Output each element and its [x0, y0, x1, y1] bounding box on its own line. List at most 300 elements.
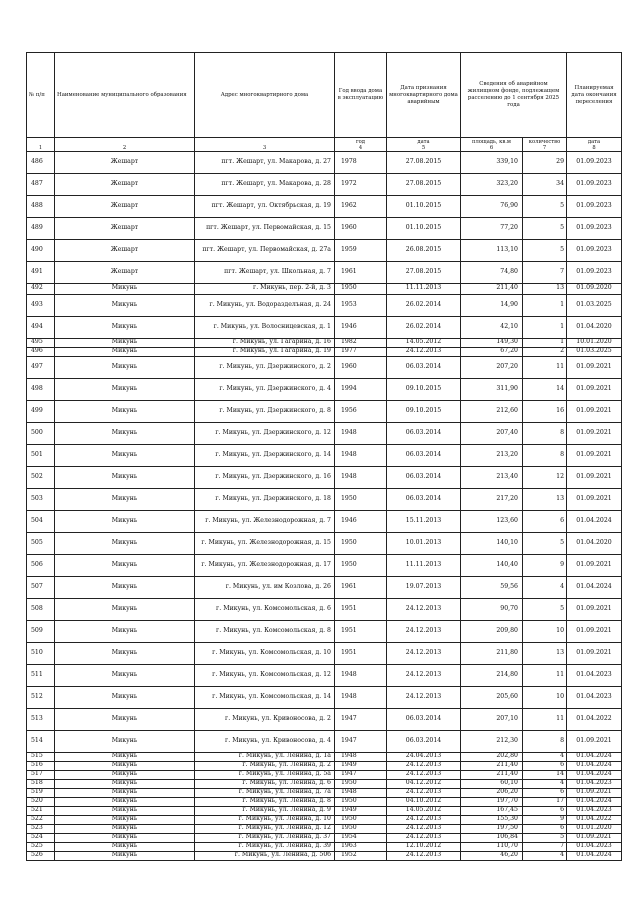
- planned-date-cell: 01.09.2021: [567, 466, 622, 488]
- year-built-cell: 1994: [335, 378, 387, 400]
- row-number: 520: [27, 797, 55, 806]
- municipality-cell: Микунь: [55, 488, 195, 510]
- emergency-date-cell: 04.12.2012: [387, 779, 461, 788]
- address-cell: г. Микунь, ул. Комсомольская, д. 10: [195, 642, 335, 664]
- municipality-cell: Микунь: [55, 686, 195, 708]
- planned-date-cell: 01.09.2021: [567, 400, 622, 422]
- municipality-cell: Микунь: [55, 444, 195, 466]
- table-row: [27, 620, 622, 642]
- municipality-cell: Жешарт: [55, 240, 195, 262]
- address-cell: г. Микунь, ул. Железнодорожная, д. 7: [195, 510, 335, 532]
- area-cell: 207,10: [461, 708, 523, 730]
- table-row: [27, 532, 622, 554]
- address-cell: г. Микунь, ул. Дзержинского, д. 14: [195, 444, 335, 466]
- municipality-cell: Микунь: [55, 598, 195, 620]
- count-cell: 6: [523, 788, 567, 797]
- address-cell: г. Микунь, ул. Ленина, д. 10: [195, 815, 335, 824]
- year-built-cell: 1963: [335, 842, 387, 851]
- count-cell: 2: [523, 347, 567, 356]
- emergency-date-cell: 24.12.2013: [387, 761, 461, 770]
- area-cell: 205,60: [461, 686, 523, 708]
- year-built-cell: 1950: [335, 779, 387, 788]
- table-row: [27, 554, 622, 576]
- address-cell: пгт. Жешарт, ул. Макарова, д. 27: [195, 152, 335, 174]
- year-built-cell: 1977: [335, 347, 387, 356]
- emergency-date-cell: 09.10.2015: [387, 400, 461, 422]
- row-number: 498: [27, 378, 55, 400]
- count-cell: 1: [523, 294, 567, 316]
- count-cell: 8: [523, 422, 567, 444]
- municipality-cell: Микунь: [55, 708, 195, 730]
- table-row: [27, 378, 622, 400]
- planned-date-cell: 01.04.2024: [567, 576, 622, 598]
- area-cell: 106,84: [461, 833, 523, 842]
- municipality-cell: Микунь: [55, 400, 195, 422]
- address-cell: пгт. Жешарт, ул. Макарова, д. 28: [195, 174, 335, 196]
- year-built-cell: 1948: [335, 664, 387, 686]
- municipality-cell: Микунь: [55, 730, 195, 752]
- count-cell: 4: [523, 752, 567, 761]
- year-built-cell: 1950: [335, 284, 387, 295]
- emergency-date-cell: 24.12.2013: [387, 664, 461, 686]
- address-cell: г. Микунь, ул. Комсомольская, д. 12: [195, 664, 335, 686]
- year-built-cell: 1950: [335, 532, 387, 554]
- row-number: 508: [27, 598, 55, 620]
- planned-date-cell: 01.04.2020: [567, 532, 622, 554]
- municipality-cell: Микунь: [55, 620, 195, 642]
- year-built-cell: 1982: [335, 338, 387, 347]
- planned-date-cell: 01.09.2021: [567, 598, 622, 620]
- table-row: [27, 576, 622, 598]
- emergency-date-cell: 24.12.2013: [387, 598, 461, 620]
- count-cell: 12: [523, 466, 567, 488]
- municipality-cell: Жешарт: [55, 174, 195, 196]
- area-cell: 213,20: [461, 444, 523, 466]
- year-built-cell: 1948: [335, 752, 387, 761]
- count-cell: 13: [523, 642, 567, 664]
- planned-date-cell: 01.04.2023: [567, 842, 622, 851]
- municipality-cell: Микунь: [55, 576, 195, 598]
- table-row: [27, 174, 622, 196]
- table-row: [27, 761, 622, 770]
- count-cell: 11: [523, 708, 567, 730]
- area-cell: 140,40: [461, 554, 523, 576]
- count-cell: 14: [523, 378, 567, 400]
- municipality-cell: Микунь: [55, 779, 195, 788]
- table-row: [27, 598, 622, 620]
- table-row: [27, 152, 622, 174]
- row-number: 495: [27, 338, 55, 347]
- count-cell: 6: [523, 806, 567, 815]
- row-number: 504: [27, 510, 55, 532]
- area-cell: 217,20: [461, 488, 523, 510]
- planned-date-cell: 01.01.2020: [567, 824, 622, 833]
- address-cell: г. Микунь, ул. Ленина, д. 39: [195, 842, 335, 851]
- emergency-date-cell: 04.10.2012: [387, 797, 461, 806]
- year-built-cell: 1950: [335, 815, 387, 824]
- row-number: 513: [27, 708, 55, 730]
- emergency-date-cell: 06.03.2014: [387, 466, 461, 488]
- address-cell: г. Микунь, ул. им Козлова, д. 26: [195, 576, 335, 598]
- row-number: 525: [27, 842, 55, 851]
- header-row-number: № п/п: [27, 53, 55, 138]
- row-number: 521: [27, 806, 55, 815]
- table-row: [27, 316, 622, 338]
- count-cell: 9: [523, 554, 567, 576]
- table-row: [27, 422, 622, 444]
- planned-date-cell: 01.03.2025: [567, 347, 622, 356]
- row-number: 510: [27, 642, 55, 664]
- planned-date-cell: 01.04.2020: [567, 316, 622, 338]
- planned-date-cell: 01.09.2021: [567, 356, 622, 378]
- table-row: [27, 851, 622, 860]
- count-cell: 29: [523, 152, 567, 174]
- emergency-date-cell: 24.12.2013: [387, 788, 461, 797]
- year-built-cell: 1961: [335, 262, 387, 284]
- emergency-date-cell: 11.11.2013: [387, 284, 461, 295]
- row-number: 500: [27, 422, 55, 444]
- address-cell: г. Микунь, ул. Кривоносова, д. 2: [195, 708, 335, 730]
- table-row: [27, 466, 622, 488]
- planned-date-cell: 01.09.2023: [567, 196, 622, 218]
- count-cell: 8: [523, 444, 567, 466]
- count-cell: 6: [523, 761, 567, 770]
- area-cell: 155,30: [461, 815, 523, 824]
- count-cell: 11: [523, 664, 567, 686]
- header-address: Адрес многоквартирного дома: [195, 53, 335, 138]
- area-cell: 149,30: [461, 338, 523, 347]
- emergency-date-cell: 12.10.2012: [387, 842, 461, 851]
- year-built-cell: 1956: [335, 400, 387, 422]
- year-built-cell: 1948: [335, 422, 387, 444]
- row-number: 519: [27, 788, 55, 797]
- row-number: 523: [27, 824, 55, 833]
- count-cell: 6: [523, 824, 567, 833]
- address-cell: г. Микунь, ул. Ленина, д. 7а: [195, 788, 335, 797]
- unit-date: дата: [387, 138, 461, 146]
- area-cell: 339,10: [461, 152, 523, 174]
- municipality-cell: Микунь: [55, 842, 195, 851]
- table-row: [27, 708, 622, 730]
- table-row: [27, 833, 622, 842]
- municipality-cell: Микунь: [55, 466, 195, 488]
- planned-date-cell: 01.04.2024: [567, 761, 622, 770]
- year-built-cell: 1949: [335, 806, 387, 815]
- year-built-cell: 1953: [335, 294, 387, 316]
- table-row: [27, 218, 622, 240]
- address-cell: г. Микунь, ул. Ленина, д. 9: [195, 806, 335, 815]
- area-cell: 113,10: [461, 240, 523, 262]
- col-number: 3: [195, 145, 335, 152]
- address-cell: г. Микунь, ул. Гагарина, д. 19: [195, 347, 335, 356]
- year-built-cell: 1972: [335, 174, 387, 196]
- municipality-cell: Микунь: [55, 833, 195, 842]
- row-number: 516: [27, 761, 55, 770]
- year-built-cell: 1946: [335, 510, 387, 532]
- col-number: 8: [567, 145, 622, 152]
- year-built-cell: 1950: [335, 554, 387, 576]
- planned-date-cell: 01.09.2021: [567, 444, 622, 466]
- row-number: 511: [27, 664, 55, 686]
- year-built-cell: 1948: [335, 788, 387, 797]
- row-number: 512: [27, 686, 55, 708]
- area-cell: 211,80: [461, 642, 523, 664]
- count-cell: 1: [523, 316, 567, 338]
- municipality-cell: Микунь: [55, 378, 195, 400]
- planned-date-cell: 01.04.2024: [567, 851, 622, 860]
- municipality-cell: Микунь: [55, 851, 195, 860]
- area-cell: 74,80: [461, 262, 523, 284]
- municipality-cell: Жешарт: [55, 218, 195, 240]
- row-number: 486: [27, 152, 55, 174]
- planned-date-cell: 01.09.2021: [567, 730, 622, 752]
- table-row: [27, 730, 622, 752]
- emergency-date-cell: 06.03.2014: [387, 444, 461, 466]
- planned-date-cell: 01.09.2023: [567, 174, 622, 196]
- table-row: [27, 788, 622, 797]
- year-built-cell: 1961: [335, 576, 387, 598]
- address-cell: г. Микунь, ул. Ленина, д. 12: [195, 824, 335, 833]
- row-number: 487: [27, 174, 55, 196]
- row-number: 490: [27, 240, 55, 262]
- municipality-cell: Микунь: [55, 788, 195, 797]
- table-row: [27, 806, 622, 815]
- count-cell: 5: [523, 598, 567, 620]
- table-row: [27, 752, 622, 761]
- planned-date-cell: 01.04.2023: [567, 686, 622, 708]
- planned-date-cell: 01.04.2022: [567, 815, 622, 824]
- area-cell: 46,20: [461, 851, 523, 860]
- row-number: 496: [27, 347, 55, 356]
- col-number: 6: [461, 145, 523, 152]
- municipality-cell: Микунь: [55, 642, 195, 664]
- municipality-cell: Микунь: [55, 347, 195, 356]
- area-cell: 323,20: [461, 174, 523, 196]
- area-cell: 42,10: [461, 316, 523, 338]
- count-cell: 13: [523, 488, 567, 510]
- row-number: 492: [27, 284, 55, 295]
- area-cell: 214,80: [461, 664, 523, 686]
- address-cell: г. Микунь, ул. Комсомольская, д. 14: [195, 686, 335, 708]
- year-built-cell: 1947: [335, 770, 387, 779]
- planned-date-cell: 01.04.2024: [567, 770, 622, 779]
- row-number: 517: [27, 770, 55, 779]
- planned-date-cell: 01.09.2021: [567, 620, 622, 642]
- count-cell: 17: [523, 797, 567, 806]
- address-cell: г. Микунь, ул. Ленина, д. 8: [195, 797, 335, 806]
- row-number: 506: [27, 554, 55, 576]
- row-number: 489: [27, 218, 55, 240]
- emergency-date-cell: 24.12.2013: [387, 833, 461, 842]
- col-number: 5: [387, 145, 461, 152]
- emergency-date-cell: 15.11.2013: [387, 510, 461, 532]
- municipality-cell: Микунь: [55, 815, 195, 824]
- municipality-cell: Жешарт: [55, 262, 195, 284]
- area-cell: 212,60: [461, 400, 523, 422]
- emergency-date-cell: 24.12.2013: [387, 815, 461, 824]
- table-row: [27, 797, 622, 806]
- municipality-cell: Микунь: [55, 532, 195, 554]
- count-cell: 8: [523, 730, 567, 752]
- address-cell: г. Микунь, ул. Кривоносова, д. 4: [195, 730, 335, 752]
- area-cell: 76,90: [461, 196, 523, 218]
- table-row: [27, 356, 622, 378]
- area-cell: 67,20: [461, 347, 523, 356]
- year-built-cell: 1949: [335, 761, 387, 770]
- year-built-cell: 1960: [335, 218, 387, 240]
- municipality-cell: Микунь: [55, 356, 195, 378]
- row-number: 497: [27, 356, 55, 378]
- area-cell: 167,45: [461, 806, 523, 815]
- year-built-cell: 1951: [335, 642, 387, 664]
- count-cell: 10: [523, 620, 567, 642]
- area-cell: 212,30: [461, 730, 523, 752]
- emergency-date-cell: 14.05.2012: [387, 806, 461, 815]
- address-cell: г. Микунь, ул. Дзержинского, д. 18: [195, 488, 335, 510]
- table-row: [27, 338, 622, 347]
- emergency-date-cell: 24.12.2013: [387, 347, 461, 356]
- area-cell: 206,20: [461, 788, 523, 797]
- emergency-housing-table: [26, 52, 622, 861]
- emergency-date-cell: 24.12.2013: [387, 620, 461, 642]
- address-cell: г. Микунь, ул. Водоразделъная, д. 24: [195, 294, 335, 316]
- table-row: [27, 347, 622, 356]
- emergency-date-cell: 24.12.2013: [387, 686, 461, 708]
- table-row: [27, 824, 622, 833]
- address-cell: г. Микунь, ул. Ленина, д. 1а: [195, 752, 335, 761]
- address-cell: г. Микунь, пер. 2-й, д. 3: [195, 284, 335, 295]
- row-number: 494: [27, 316, 55, 338]
- count-cell: 10: [523, 686, 567, 708]
- emergency-date-cell: 24.12.2013: [387, 770, 461, 779]
- municipality-cell: Микунь: [55, 510, 195, 532]
- municipality-cell: Микунь: [55, 761, 195, 770]
- municipality-cell: Микунь: [55, 316, 195, 338]
- area-cell: 211,40: [461, 770, 523, 779]
- planned-date-cell: 01.09.2021: [567, 378, 622, 400]
- count-cell: 4: [523, 779, 567, 788]
- planned-date-cell: 01.09.2023: [567, 152, 622, 174]
- table-row: [27, 294, 622, 316]
- municipality-cell: Микунь: [55, 422, 195, 444]
- area-cell: 211,40: [461, 284, 523, 295]
- planned-date-cell: 01.09.2021: [567, 554, 622, 576]
- area-cell: 202,80: [461, 752, 523, 761]
- area-cell: 140,10: [461, 532, 523, 554]
- row-number: 501: [27, 444, 55, 466]
- planned-date-cell: 01.04.2022: [567, 708, 622, 730]
- emergency-date-cell: 26.02.2014: [387, 316, 461, 338]
- municipality-cell: Микунь: [55, 806, 195, 815]
- year-built-cell: 1946: [335, 316, 387, 338]
- count-cell: 5: [523, 240, 567, 262]
- table-header-row: [27, 53, 622, 138]
- address-cell: г. Микунь, ул. Железнодорожная, д. 15: [195, 532, 335, 554]
- emergency-date-cell: 06.03.2014: [387, 422, 461, 444]
- address-cell: г. Микунь, ул. Ленина, д. 2: [195, 761, 335, 770]
- row-number: 514: [27, 730, 55, 752]
- municipality-cell: Микунь: [55, 338, 195, 347]
- area-cell: 211,40: [461, 761, 523, 770]
- address-cell: г. Микунь, ул. Дзержинского, д. 2: [195, 356, 335, 378]
- year-built-cell: 1960: [335, 356, 387, 378]
- row-number: 503: [27, 488, 55, 510]
- row-number: 499: [27, 400, 55, 422]
- municipality-cell: Жешарт: [55, 152, 195, 174]
- table-row: [27, 815, 622, 824]
- table-row: [27, 240, 622, 262]
- row-number: 488: [27, 196, 55, 218]
- address-cell: пгт. Жешарт, ул. Первомайская, д. 15: [195, 218, 335, 240]
- emergency-date-cell: 27.08.2015: [387, 262, 461, 284]
- planned-date-cell: 01.09.2023: [567, 262, 622, 284]
- area-cell: 59,56: [461, 576, 523, 598]
- emergency-date-cell: 19.07.2013: [387, 576, 461, 598]
- count-cell: 11: [523, 356, 567, 378]
- address-cell: г. Микунь, ул. Дзержинского, д. 12: [195, 422, 335, 444]
- address-cell: г. Микунь, ул. Волосницевская, д. 1: [195, 316, 335, 338]
- unit-count: количество: [523, 138, 567, 146]
- header-planned-date: Планируемая дата окончания переселения: [567, 53, 622, 138]
- address-cell: г. Микунь, ул. Ленина, д. 37: [195, 833, 335, 842]
- unit-plan-date: дата: [567, 138, 622, 146]
- emergency-date-cell: 27.08.2015: [387, 152, 461, 174]
- year-built-cell: 1952: [335, 851, 387, 860]
- emergency-date-cell: 26.02.2014: [387, 294, 461, 316]
- planned-date-cell: 01.04.2024: [567, 797, 622, 806]
- address-cell: г. Микунь, ул. Комсомольская, д. 8: [195, 620, 335, 642]
- count-cell: 13: [523, 284, 567, 295]
- planned-date-cell: 01.04.2023: [567, 779, 622, 788]
- address-cell: пгт. Жешарт, ул. Октябрьская, д. 19: [195, 196, 335, 218]
- row-number: 493: [27, 294, 55, 316]
- address-cell: пгт. Жешарт, ул. Школьная, д. 7: [195, 262, 335, 284]
- emergency-date-cell: 24.04.2013: [387, 752, 461, 761]
- emergency-date-cell: 26.08.2015: [387, 240, 461, 262]
- header-emergency-date: Дата признания многоквартирного дома аварийным: [387, 53, 461, 138]
- unit-year: год: [335, 138, 387, 146]
- address-cell: г. Микунь, ул. Дзержинского, д. 4: [195, 378, 335, 400]
- emergency-date-cell: 24.12.2013: [387, 824, 461, 833]
- row-number: 491: [27, 262, 55, 284]
- address-cell: пгт. Жешарт, ул. Первомайская, д. 27а: [195, 240, 335, 262]
- table-row: [27, 686, 622, 708]
- municipality-cell: Микунь: [55, 664, 195, 686]
- year-built-cell: 1947: [335, 708, 387, 730]
- address-cell: г. Микунь, ул. Ленина, д. 6: [195, 779, 335, 788]
- emergency-date-cell: 24.12.2013: [387, 642, 461, 664]
- table-row: [27, 642, 622, 664]
- row-number: 515: [27, 752, 55, 761]
- area-cell: 123,60: [461, 510, 523, 532]
- count-cell: 7: [523, 842, 567, 851]
- table-row: [27, 400, 622, 422]
- planned-date-cell: 01.09.2021: [567, 788, 622, 797]
- table-row: [27, 770, 622, 779]
- year-built-cell: 1948: [335, 466, 387, 488]
- count-cell: 14: [523, 770, 567, 779]
- count-cell: 5: [523, 833, 567, 842]
- municipality-cell: Микунь: [55, 284, 195, 295]
- col-number: 7: [523, 145, 567, 152]
- planned-date-cell: 10.01.2020: [567, 338, 622, 347]
- municipality-cell: Микунь: [55, 824, 195, 833]
- row-number: 502: [27, 466, 55, 488]
- year-built-cell: 1978: [335, 152, 387, 174]
- row-number: 505: [27, 532, 55, 554]
- emergency-date-cell: 06.03.2014: [387, 356, 461, 378]
- area-cell: 14,90: [461, 294, 523, 316]
